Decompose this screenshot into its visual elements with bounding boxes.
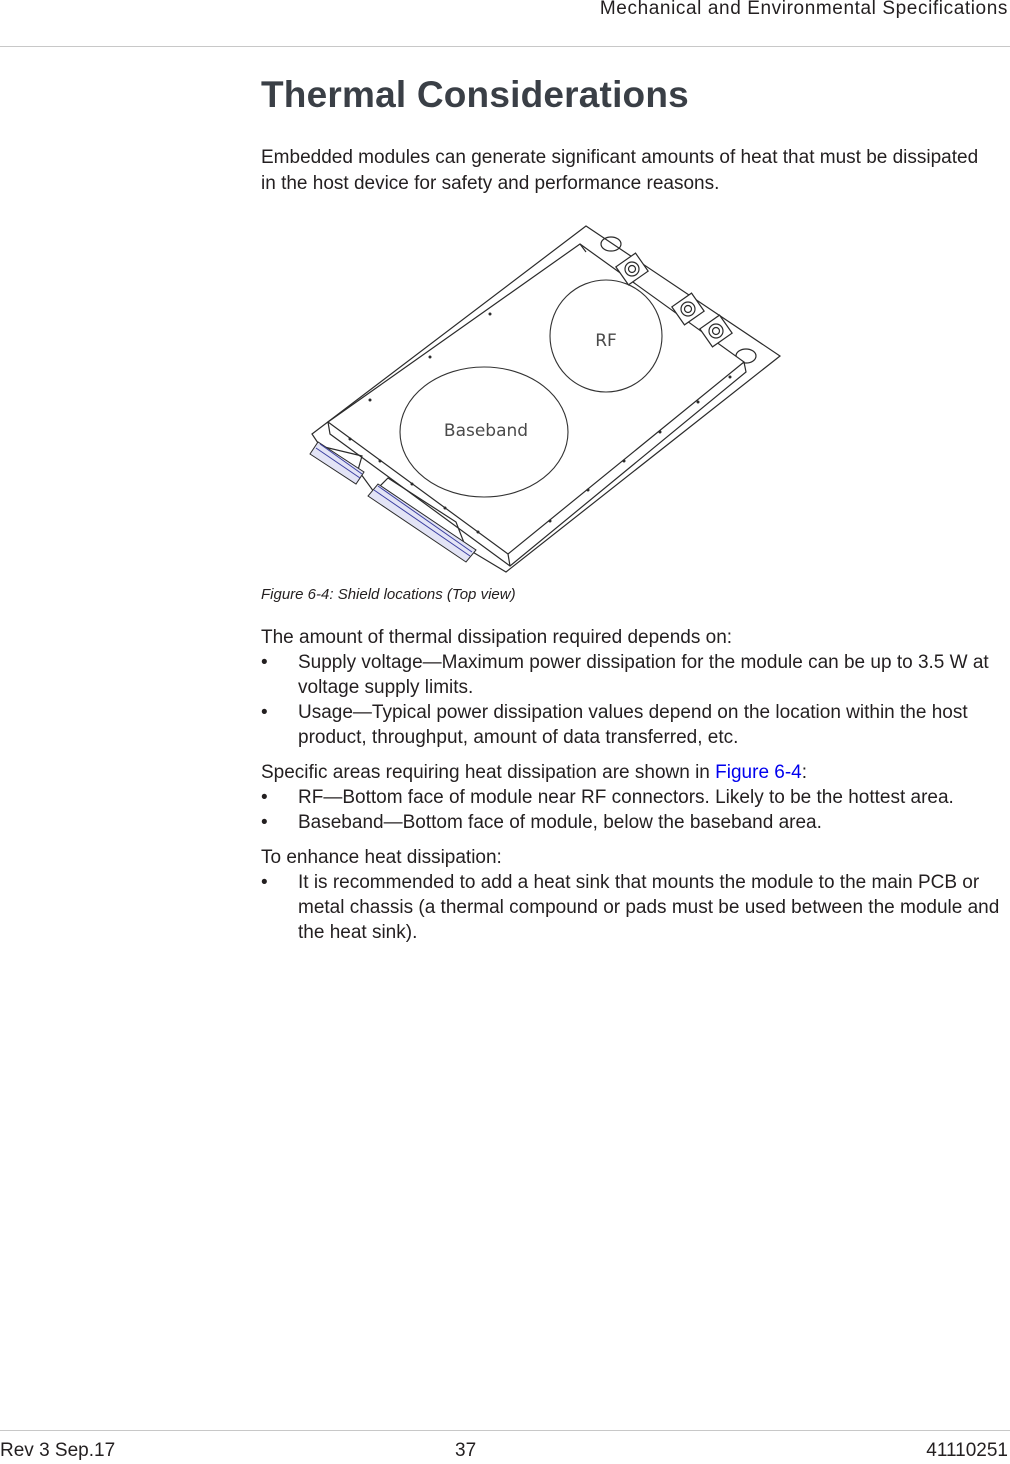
header-rule [0, 46, 1010, 47]
areas-intro [261, 760, 1001, 785]
footer-doc-number: 41110251 [926, 1440, 1008, 1461]
footer-revision: Rev 3 Sep.17 [0, 1440, 116, 1461]
list-item-text: RF—Bottom face of module near RF connectors. Likely to be the hottest area. [298, 787, 954, 808]
dissipation-factors-list [261, 650, 1001, 750]
baseband-label: Baseband [443, 421, 529, 441]
page-title: Thermal Considerations [261, 74, 689, 115]
bullet: • [261, 702, 268, 723]
list-item-text: Usage—Typical power dissipation values depend on the location within the host product, throughput, amount of data transferred, etc. [298, 702, 968, 748]
list-item [261, 810, 1001, 835]
dissipation-intro: The amount of thermal dissipation required depends on: [261, 627, 733, 648]
figure-link[interactable]: Figure 6-4 [715, 762, 802, 783]
bullet: • [261, 812, 268, 833]
figure-caption: Figure 6-4: Shield locations (Top view) [261, 586, 516, 603]
list-item-text: Supply voltage—Maximum power dissipation for the module can be up to 3.5 W at voltage supply limits. [298, 652, 989, 698]
bullet: • [261, 872, 268, 893]
enhance-list [261, 870, 1001, 945]
enhance-intro: To enhance heat dissipation: [261, 847, 502, 868]
body-content [261, 625, 1001, 945]
intro-paragraph: Embedded modules can generate significant amounts of heat that must be dissipated in the host device for safety and performance reasons. [261, 147, 979, 194]
bullet: • [261, 652, 268, 673]
footer-page-number: 37 [455, 1440, 477, 1461]
rf-label: RF [595, 331, 617, 351]
list-item [261, 650, 1001, 700]
list-item-text: Baseband—Bottom face of module, below the baseband area. [298, 812, 822, 833]
list-item [261, 785, 1001, 810]
areas-intro-text: Specific areas requiring heat dissipation are shown in [261, 762, 716, 783]
module-top-view-drawing [300, 222, 790, 582]
module-figure [300, 222, 790, 582]
list-item [261, 700, 1001, 750]
list-item-text: It is recommended to add a heat sink that mounts the module to the main PCB or metal chassis (a thermal compound or pads must be used between the module and the heat sink). [298, 872, 1000, 943]
heat-areas-list [261, 785, 1001, 835]
bullet: • [261, 787, 268, 808]
list-item [261, 870, 1001, 945]
areas-intro-suffix: : [801, 762, 808, 783]
running-header: Mechanical and Environmental Specifications [599, 0, 1008, 19]
footer-rule [0, 1430, 1010, 1431]
